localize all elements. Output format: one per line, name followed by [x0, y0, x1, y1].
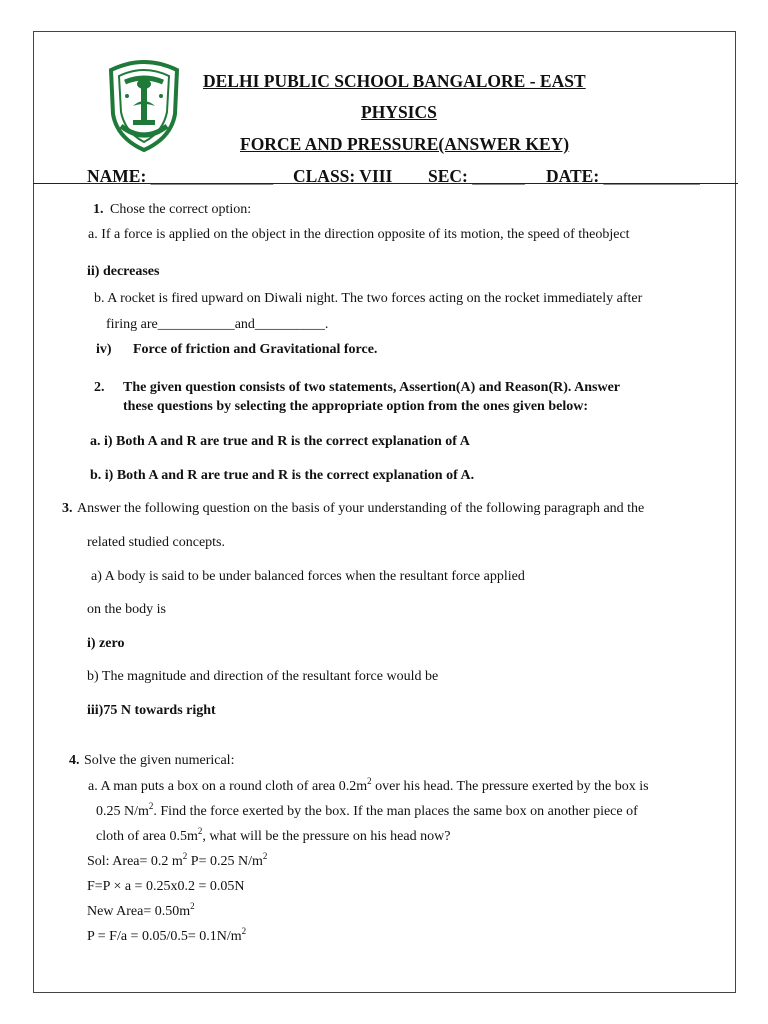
- q1b-question-line1: b. A rocket is fired upward on Diwali night. The two forces acting on the rocket immediately after: [94, 291, 643, 306]
- chapter-title: FORCE AND PRESSURE(ANSWER KEY): [240, 134, 570, 154]
- q4a-question-line1: a. A man puts a box on a round cloth of area $0.2m^2$ over his head. The pressure exerted by the box is: [88, 776, 649, 794]
- q4a-question-line3: cloth of area $0.5m^2$, what will be the pressure on his head now?: [96, 826, 451, 844]
- q4-number: 4.: [69, 753, 80, 768]
- q2b-answer: b. i) Both A and R are true and R is the correct explanation of A.: [90, 468, 475, 483]
- section-field-label: SEC: ______: [428, 166, 525, 186]
- q1b-answer-number: iv): [96, 342, 112, 357]
- q4a-question-line2: 0.25 $N/m^2$. Find the force exerted by the box. If the man places the same box on another piece of: [96, 801, 638, 819]
- q3a-question-line2: on the body is: [87, 602, 166, 617]
- date-field-label: DATE: ___________: [546, 166, 700, 186]
- subject-title: PHYSICS: [361, 102, 437, 122]
- q1b-answer: Force of friction and Gravitational force.: [133, 342, 378, 357]
- q2-instruction-line1: The given question consists of two statements, Assertion(A) and Reason(R). Answer: [123, 380, 620, 395]
- name-field-label: NAME: ______________: [87, 166, 274, 186]
- school-logo: [103, 56, 185, 152]
- q3a-answer: i) zero: [87, 636, 125, 651]
- q4-prompt: Solve the given numerical:: [84, 753, 235, 768]
- q3-intro-line1: Answer the following question on the basis of your understanding of the following paragraph and the: [77, 501, 645, 516]
- q3b-answer: iii)75 N towards right: [87, 703, 216, 718]
- q1a-question: a. If a force is applied on the object in the direction opposite of its motion, the speed of theobject: [88, 227, 630, 242]
- q3-intro-line2: related studied concepts.: [87, 535, 226, 550]
- q1a-answer: ii) decreases: [87, 264, 160, 279]
- solution-line1: Sol: Area= 0.2 $m^2$ P= 0.25 $N/m^2$: [87, 851, 268, 869]
- q2-number: 2.: [94, 380, 105, 395]
- solution-line3: New Area= $0.50m^2$: [87, 901, 195, 919]
- q3b-question: b) The magnitude and direction of the resultant force would be: [87, 669, 439, 684]
- q1-prompt: Chose the correct option:: [110, 202, 252, 217]
- header-divider: [33, 183, 738, 184]
- q3-number: 3.: [62, 501, 73, 516]
- q3a-question-line1: a) A body is said to be under balanced forces when the resultant force applied: [91, 569, 525, 584]
- school-name: DELHI PUBLIC SCHOOL BANGALORE - EAST: [203, 71, 586, 91]
- q1b-question-line2: firing are___________and__________.: [106, 317, 329, 332]
- q1-number: 1.: [93, 202, 104, 217]
- q2a-answer: a. i) Both A and R are true and R is the correct explanation of A: [90, 434, 470, 449]
- solution-line4: $P = F/a = 0.05/0.5= 0.1N/m^2$: [87, 926, 247, 944]
- solution-line2: F=P × a = 0.25x0.2 = 0.05N: [87, 879, 245, 894]
- q2-instruction-line2: these questions by selecting the appropriate option from the ones given below:: [123, 399, 588, 414]
- class-label: CLASS: VIII: [293, 166, 393, 186]
